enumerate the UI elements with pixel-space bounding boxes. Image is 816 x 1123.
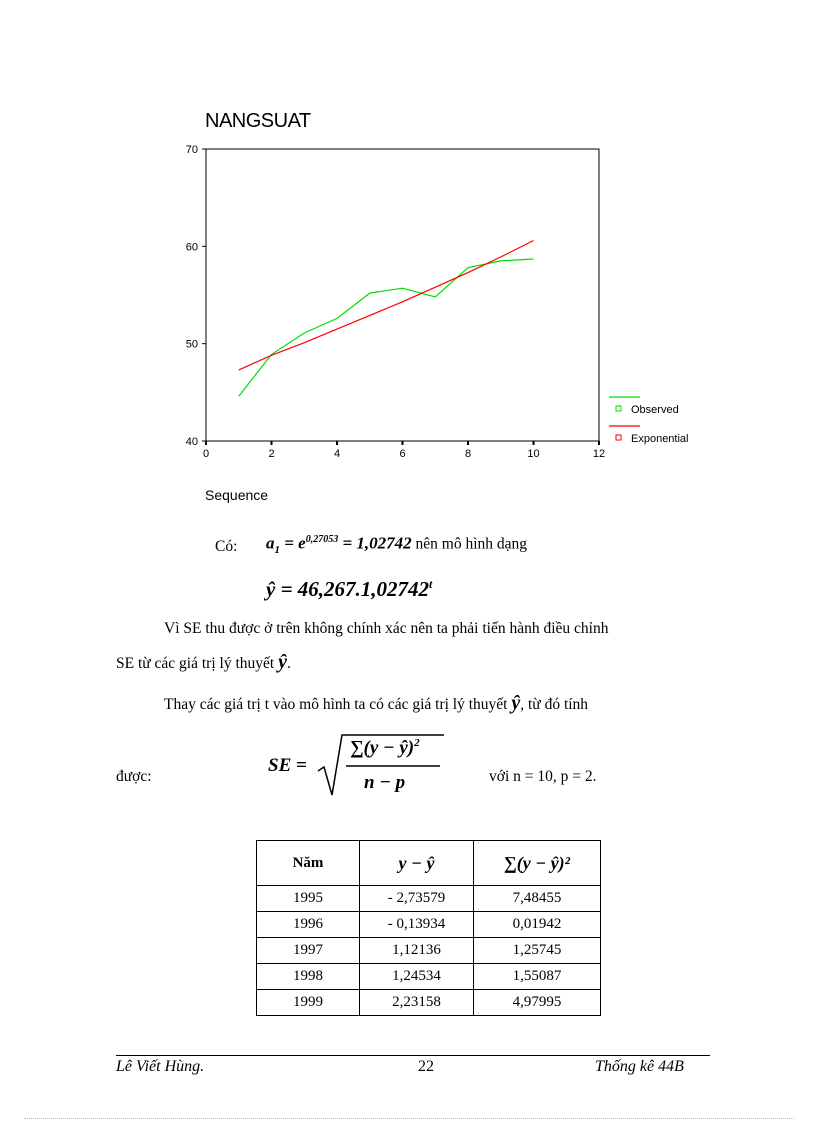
equation-a1: [266, 530, 527, 560]
eq2-yhat: ŷ: [266, 577, 276, 601]
eq1-sub: 1: [274, 544, 280, 557]
sum-squares-cell: 1,55087: [474, 964, 601, 990]
co-label: Có:: [215, 538, 238, 555]
year-cell: 1995: [257, 886, 360, 912]
paragraph-2-line-2: được:: [116, 768, 152, 785]
residual-cell: - 0,13934: [360, 912, 474, 938]
x-tick-label: 10: [527, 448, 540, 460]
y-tick-label: 70: [185, 144, 198, 156]
p1-end: .: [286, 655, 291, 672]
footer-page: 22: [418, 1058, 434, 1075]
paragraph-1-line-2: [116, 652, 291, 674]
year-cell: 1997: [257, 938, 360, 964]
se-label: SE: [268, 755, 292, 776]
residual-table: [256, 840, 601, 1016]
table-row: [257, 938, 601, 964]
sum-squares-cell: 0,01942: [474, 912, 601, 938]
plot-area: [206, 149, 599, 441]
eq1-suffix: nên mô hình dạng: [411, 535, 528, 553]
p1-line2-text: SE từ các giá trị lý thuyết: [116, 655, 275, 672]
eq2-exp: t: [429, 577, 433, 591]
legend-label-observed: Observed: [631, 404, 679, 416]
footer-rule: [116, 1055, 710, 1056]
eq1-exp: 0,27053: [305, 534, 339, 545]
eq2-body: = 46,267.1,02742: [275, 577, 430, 601]
x-tick-label: 0: [202, 448, 210, 460]
year-cell: 1998: [257, 964, 360, 990]
year-cell: 1996: [257, 912, 360, 938]
x-tick-label: 2: [268, 448, 275, 460]
y-tick-label: 50: [185, 338, 198, 351]
footer-author: Lê Viết Hùng.: [116, 1058, 205, 1075]
se-equals: =: [296, 755, 307, 776]
p2-line1-text: Thay các giá trị t vào mô hình ta có các giá trị lý thuyết: [164, 696, 508, 713]
chart: [0, 0, 816, 480]
residual-cell: 1,24534: [360, 964, 474, 990]
x-tick-label: 8: [464, 448, 472, 460]
header-year: Năm: [257, 841, 360, 886]
eq1-rhs: = 1,02742: [338, 533, 412, 553]
paragraph-1-line-1: Vì SE thu được ở trên không chính xác nên ta phải tiến hành điều chỉnh: [164, 620, 609, 637]
paragraph-2-line-1: [164, 693, 588, 715]
residual-cell: - 2,73579: [360, 886, 474, 912]
se-formula: [268, 731, 468, 801]
p1-yhat: ŷ: [278, 651, 287, 673]
bottom-divider: [24, 1118, 794, 1119]
legend-marker-observed: [616, 406, 621, 411]
series-line-observed: [239, 259, 534, 396]
p2-yhat: ŷ: [511, 692, 521, 714]
sum-squares-cell: 7,48455: [474, 886, 601, 912]
eq1-mid: = e: [280, 533, 306, 553]
table-row: [257, 990, 601, 1016]
series-line-exponential: [239, 241, 534, 370]
header-residual: y − ŷ: [360, 841, 474, 886]
legend-marker-exponential: [616, 435, 621, 440]
se-condition: với n = 10, p = 2.: [489, 768, 597, 785]
x-tick-label: 6: [399, 448, 406, 460]
table-row: [257, 964, 601, 990]
y-tick-label: 40: [185, 436, 198, 448]
header-sum-squares: ∑(y − ŷ)²: [474, 841, 601, 886]
p2-end: , từ đó tính: [520, 696, 589, 713]
table-header-row: [257, 841, 601, 886]
sum-squares-cell: 1,25745: [474, 938, 601, 964]
sum-squares-cell: 4,97995: [474, 990, 601, 1016]
residual-cell: 1,12136: [360, 938, 474, 964]
legend-label-exponential: Exponential: [631, 433, 689, 445]
residual-cell: 2,23158: [360, 990, 474, 1016]
footer-course: Thống kê 44B: [595, 1058, 684, 1075]
chart-title: NANGSUAT: [205, 110, 311, 132]
table-row: [257, 886, 601, 912]
equation-yhat: [266, 571, 432, 602]
table-row: [257, 912, 601, 938]
eq1-lhs: a: [266, 533, 275, 553]
x-axis-label: Sequence: [205, 487, 269, 503]
x-tick-label: 4: [333, 448, 341, 460]
x-tick-label: 12: [592, 448, 606, 460]
se-numerator: ∑(y − ŷ)$^2$: [350, 737, 420, 759]
se-denominator: n − p: [364, 772, 406, 793]
year-cell: 1999: [257, 990, 360, 1016]
y-tick-label: 60: [185, 241, 198, 254]
